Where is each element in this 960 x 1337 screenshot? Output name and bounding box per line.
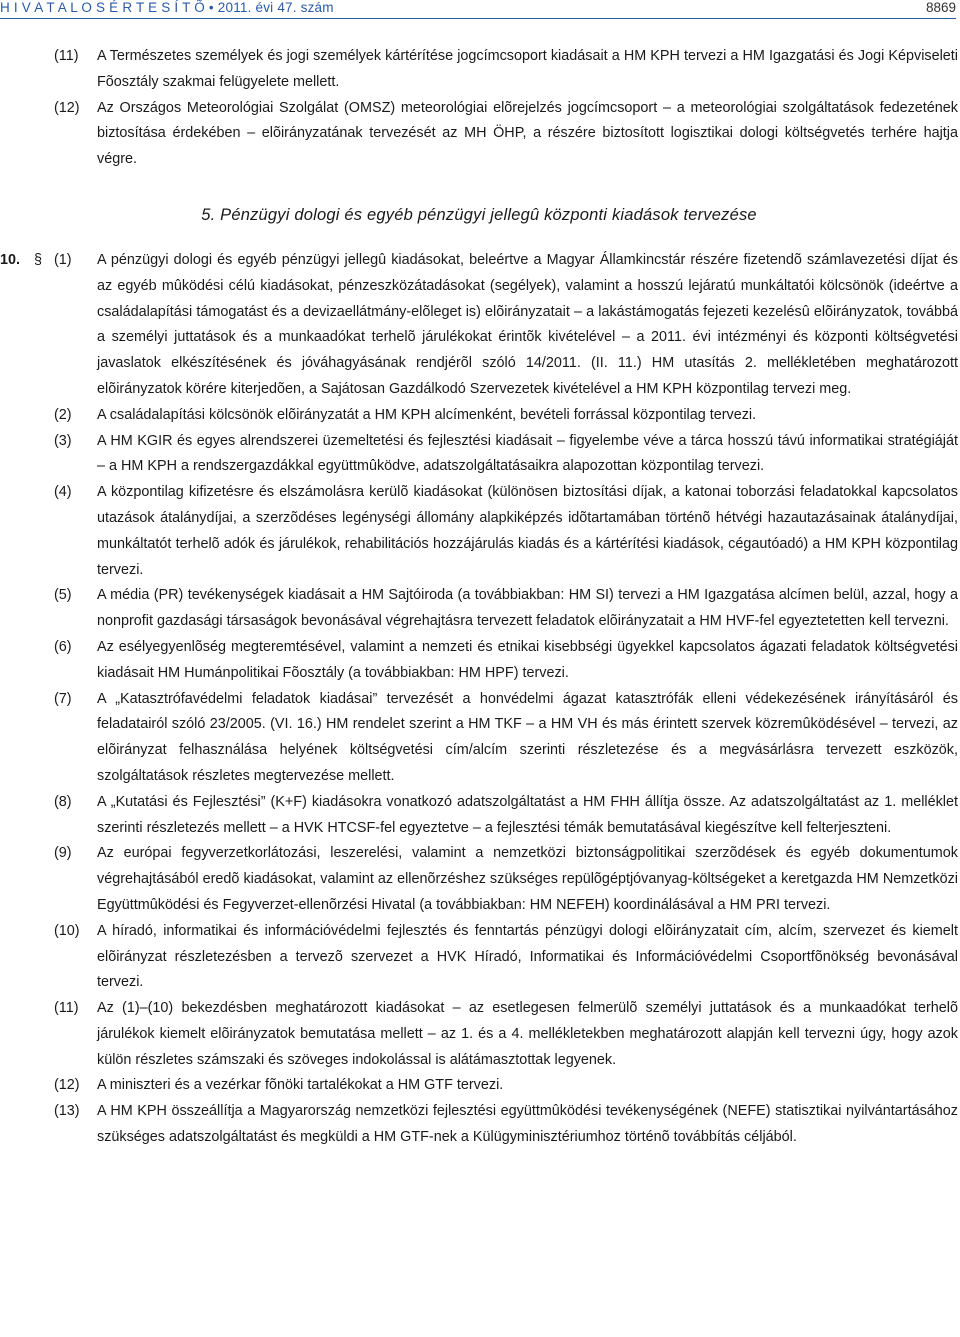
document-body — [0, 44, 958, 1151]
paragraph-number: (9) — [54, 845, 72, 862]
section-paragraph — [0, 1073, 958, 1099]
paragraph-number: (11) — [54, 1000, 79, 1017]
journal-title: H I V A T A L O S É R T E S Í T Õ • 2011. évi 47. szám — [0, 0, 334, 15]
paragraph-text: A híradó, informatikai és információvédelmi fejlesztés és fenntartás pénzügyi dologi elõirányzatait cím, alcím, szervezet és kiemelt elõirányzat részletezésben a tervezõ szervezet a HVK Híradó, Informatikai és Információvédelmi Csoportfõnökség bevonásával tervezi. — [97, 922, 958, 991]
header-rule — [0, 18, 956, 19]
paragraph-number: (6) — [54, 638, 72, 655]
section-paragraph — [0, 583, 958, 635]
section-paragraph — [0, 687, 958, 790]
section-paragraph — [0, 919, 958, 996]
section-number: 10. — [0, 251, 21, 268]
page-header — [0, 0, 956, 18]
paragraph-text: A pénzügyi dologi és egyéb pénzügyi jellegû kiadásokat, beleértve a Magyar Államkincstár részére fizetendõ számlavezetési díjat és az egyéb mûködési célú kiadásokat, pénzeszközátadásokat (segélyek), valamint a hosszú lejáratú munkáltatói kölcsönök (ideértve a családalapítási támogatást és a devizaellátmány-elõleget is) elõirányzatait – a lakástámogatás fejezeti kezelésû elõirányzatok, továbbá a személyi juttatások és a munkaadókat terhelõ járulékokat érintõk kivételével – a 2011. évi intézményi és központi költségvetési javaslatok elkészítésének és jóváhagyásának rendjérõl szóló 14/2011. (II. 11.) HM utasítás 2. mellékletében meghatározott elõirányzatok körére kiterjedõen, a Sajátosan Gazdálkodó Szervezetek kivételével a HM KPH központilag tervezi meg. — [97, 251, 958, 397]
paragraph-number: (12) — [54, 1077, 80, 1094]
section-paragraph — [0, 790, 958, 842]
paragraph-number: (5) — [54, 587, 72, 604]
paragraph-number: (3) — [54, 432, 72, 449]
section-paragraph — [0, 841, 958, 918]
paragraph-number: (13) — [54, 1103, 80, 1120]
paragraph-number: (2) — [54, 406, 72, 423]
paragraph-text: A központilag kifizetésre és elszámolásra kerülõ kiadásokat (különösen biztosítási díjak, a katonai toborzási feladatokkal kapcsolatos utazások átalánydíjai, a szerzõdéses legénységi állomány alapkiképzés idõtartamában történõ hétvégi hazautazásainak átalánydíjai, munkáltatót terhelõ adók és járulékok, rehabilitációs hozzájárulás kiadás és a kártérítési kiadások, cégautóadó) a HM KPH központilag tervezi. — [97, 484, 958, 578]
paragraph-number: (4) — [54, 484, 72, 501]
paragraph-number: (10) — [54, 922, 80, 939]
paragraph-text: Az Országos Meteorológiai Szolgálat (OMSZ) meteorológiai elõrejelzés jogcímcsoport – a meteorológiai szolgáltatások fedezetének biztosítása érdekében – elõirányzatának tervezését az MH ÖHP, a részére biztosított logisztikai dologi költségvetés terhére hajtja végre. — [97, 99, 958, 168]
page-number: 8869 — [925, 0, 956, 15]
section-paragraph — [0, 1099, 958, 1151]
paragraph-text: Az esélyegyenlõség megteremtésével, valamint a nemzeti és etnikai kisebbségi ügyekkel kapcsolatos ágazati feladatok költségvetési kiadásait HM Humánpolitikai Fõosztály (a továbbiakban: HM HPF) tervezi. — [97, 638, 958, 681]
section-paragraph — [0, 996, 958, 1073]
paragraph-text: A Természetes személyek és jogi személyek kártérítése jogcímcsoport kiadásait a HM KPH tervezi a HM Igazgatási és Jogi Képviseleti Fõosztály szakmai felügyelete mellett. — [97, 48, 958, 90]
paragraph-text: A HM KGIR és egyes alrendszerei üzemeltetési és fejlesztési kiadásait – figyelembe véve a tárca hosszú távú informatikai stratégiáját – a HM KPH a rendszergazdákkal együttmûködve, adatszolgáltatásaikra alapozottan központilag tervezi. — [97, 432, 958, 475]
paragraph-text: A „Katasztrófavédelmi feladatok kiadásai” tervezését a honvédelmi ágazat katasztrófák elleni védekezésének irányításáról és feladatairól szóló 23/2005. (VI. 16.) HM rendelet szerint a HM TKF – a HM VH és más érintett szervek közremûködésével – tervezi, az elõirányzat felhasználása helyének költségvetési cím/alcím szerinti részletezése és a megvásárlásra tervezett eszközök, szolgáltatások részletes megtervezése mellett. — [97, 690, 958, 784]
section-paragraph — [0, 635, 958, 687]
paragraph-11-top — [0, 44, 958, 96]
paragraph-text: A média (PR) tevékenységek kiadásait a HM Sajtóiroda (a továbbiakban: HM SI) tervezi a HM Igazgatása alcímen belül, azzal, hogy a nonprofit gazdasági társaságok bevonásával végrehajtásra tervezett feladatok elõirányzatait a HM HVF-fel egyeztetetten kell tervezni. — [97, 587, 958, 630]
paragraph-number: (11) — [54, 48, 79, 64]
paragraph-text: Az európai fegyverzetkorlátozási, leszerelési, valamint a nemzetközi biztonságpolitikai szerzõdések és egyéb dokumentumok végrehajtásából eredõ kiadásokat, valamint az ellenõrzéshez szükséges repülõgéptjóvanyag-költségeket a keretgazda HM Nemzetközi Együttmûködési és Fegyverzet-ellenõrzési Hivatal (a továbbiakban: HM NEFEH) koordinálásával a HM PRI tervezi. — [97, 845, 958, 913]
paragraph-number: (7) — [54, 690, 72, 707]
section-10 — [0, 248, 958, 1151]
section-paragraph — [0, 403, 958, 429]
section-paragraph — [0, 480, 958, 583]
section-paragraph — [0, 429, 958, 481]
section-symbol: § — [34, 251, 43, 268]
section-heading: 5. Pénzügyi dologi és egyéb pénzügyi jellegû központi kiadások tervezése — [201, 205, 757, 224]
paragraph-text: Az (1)–(10) bekezdésben meghatározott kiadásokat – az esetlegesen felmerülõ személyi juttatások és a munkaadókat terhelõ járulékok kiemelt elõirányzatok bemutatása mellett – az 1. és a 4. mellékletekben meghatározott alapján kell tervezni úgy, hogy azok külön részletes számszaki és szöveges indokolással is alátámasztottak legyenek. — [97, 1000, 958, 1068]
paragraph-12-top — [0, 96, 958, 173]
paragraph-text: A miniszteri és a vezérkar fõnöki tartalékokat a HM GTF tervezi. — [97, 1077, 504, 1094]
paragraph-text: A családalapítási kölcsönök elõirányzatát a HM KPH alcímenként, bevételi forrással központilag tervezi. — [97, 406, 757, 423]
paragraph-number: (8) — [54, 793, 72, 810]
paragraph-text: A „Kutatási és Fejlesztési” (K+F) kiadásokra vonatkozó adatszolgáltatást a HM FHH állítja össze. Az adatszolgáltatást az 1. melléklet szerinti részletezés mellett – a HVK HTCSF-fel egyeztetve – a fejlesztési témák bemutatásával kiegészítve kell felterjeszteni. — [97, 793, 958, 836]
paragraph-number: (12) — [54, 99, 80, 116]
section-paragraph — [0, 248, 958, 403]
paragraph-number: (1) — [54, 251, 72, 268]
paragraph-text: A HM KPH összeállítja a Magyarország nemzetközi fejlesztési együttmûködési tevékenységének (NEFE) statisztikai nyilvántartásához szükséges adatszolgáltatást és megküldi a HM GTF-nek a Külügyminisztériumhoz történõ továbbítás céljából. — [97, 1103, 958, 1146]
